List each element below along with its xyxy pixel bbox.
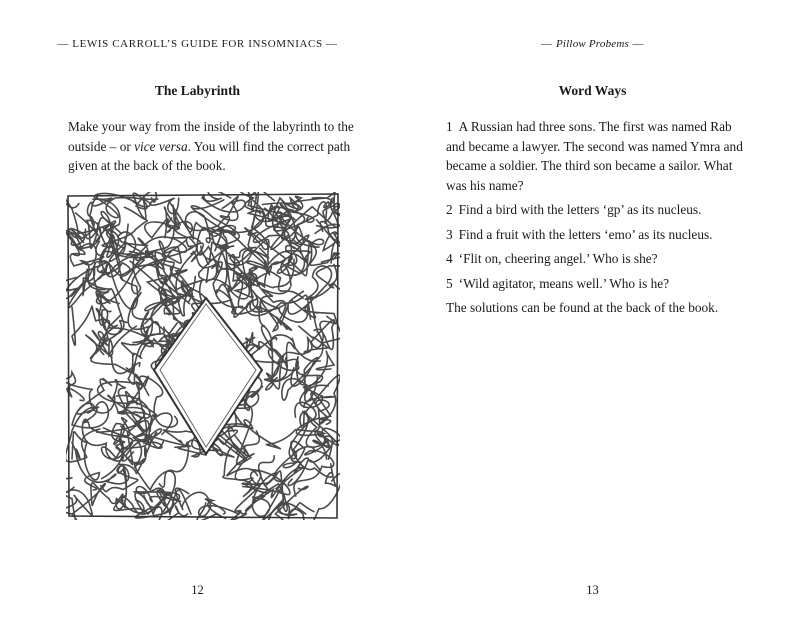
maze-path <box>145 218 193 238</box>
instructions-part1: Make your way from the inside of the labyrinth to the outside – or <box>68 119 354 154</box>
maze-path <box>72 402 108 428</box>
puzzle-text: ‘Flit on, cheering angel.’ Who is she? <box>458 251 658 266</box>
left-running-head: — LEWIS CARROLL’S GUIDE FOR INSOMNIACS — <box>57 38 338 50</box>
puzzle-item <box>446 274 746 294</box>
right-running-head-text: Pillow Probems <box>556 38 629 50</box>
word-ways-title: Word Ways <box>558 83 627 98</box>
puzzle-number: 2 <box>446 202 453 217</box>
puzzle-text: ‘Wild agitator, means well.’ Who is he? <box>458 275 670 291</box>
puzzle-text: Find a fruit with the letters ‘emo’ as its nucleus. <box>458 226 713 242</box>
puzzle-text: Find a bird with the letters ‘gp’ as its nucleus. <box>458 202 702 217</box>
maze-path <box>257 259 294 331</box>
puzzle-number: 1 <box>446 119 453 134</box>
puzzle-list <box>446 117 746 318</box>
puzzle-number: 3 <box>446 226 453 242</box>
puzzle-text: A Russian had three sons. The first was named Rab and became a lawyer. The second was named Ymra and became a soldier. The third son became a sailor. What was his name? <box>446 119 743 193</box>
labyrinth-instructions <box>68 117 360 176</box>
puzzle-number: 5 <box>446 275 453 291</box>
labyrinth-illustration <box>66 192 340 520</box>
puzzle-item <box>446 200 746 220</box>
puzzle-item <box>446 117 746 195</box>
left-running-head-text: LEWIS CARROLL’S GUIDE FOR INSOMNIACS <box>72 38 323 50</box>
puzzle-item <box>446 225 746 245</box>
left-page-number: 12 <box>191 583 204 597</box>
instructions-italic: vice versa <box>134 138 188 154</box>
labyrinth-drawing <box>66 192 340 520</box>
puzzle-item <box>446 249 746 269</box>
puzzle-number: 4 <box>446 251 453 266</box>
labyrinth-title: The Labyrinth <box>154 83 241 98</box>
right-running-head: — Pillow Probems — <box>541 38 644 50</box>
instructions-part2: . You will find the correct path given at the back of the book. <box>68 138 351 173</box>
solutions-note: The solutions can be found at the back of the book. <box>446 300 719 315</box>
right-page-number: 13 <box>586 583 599 597</box>
maze-path <box>227 426 258 476</box>
